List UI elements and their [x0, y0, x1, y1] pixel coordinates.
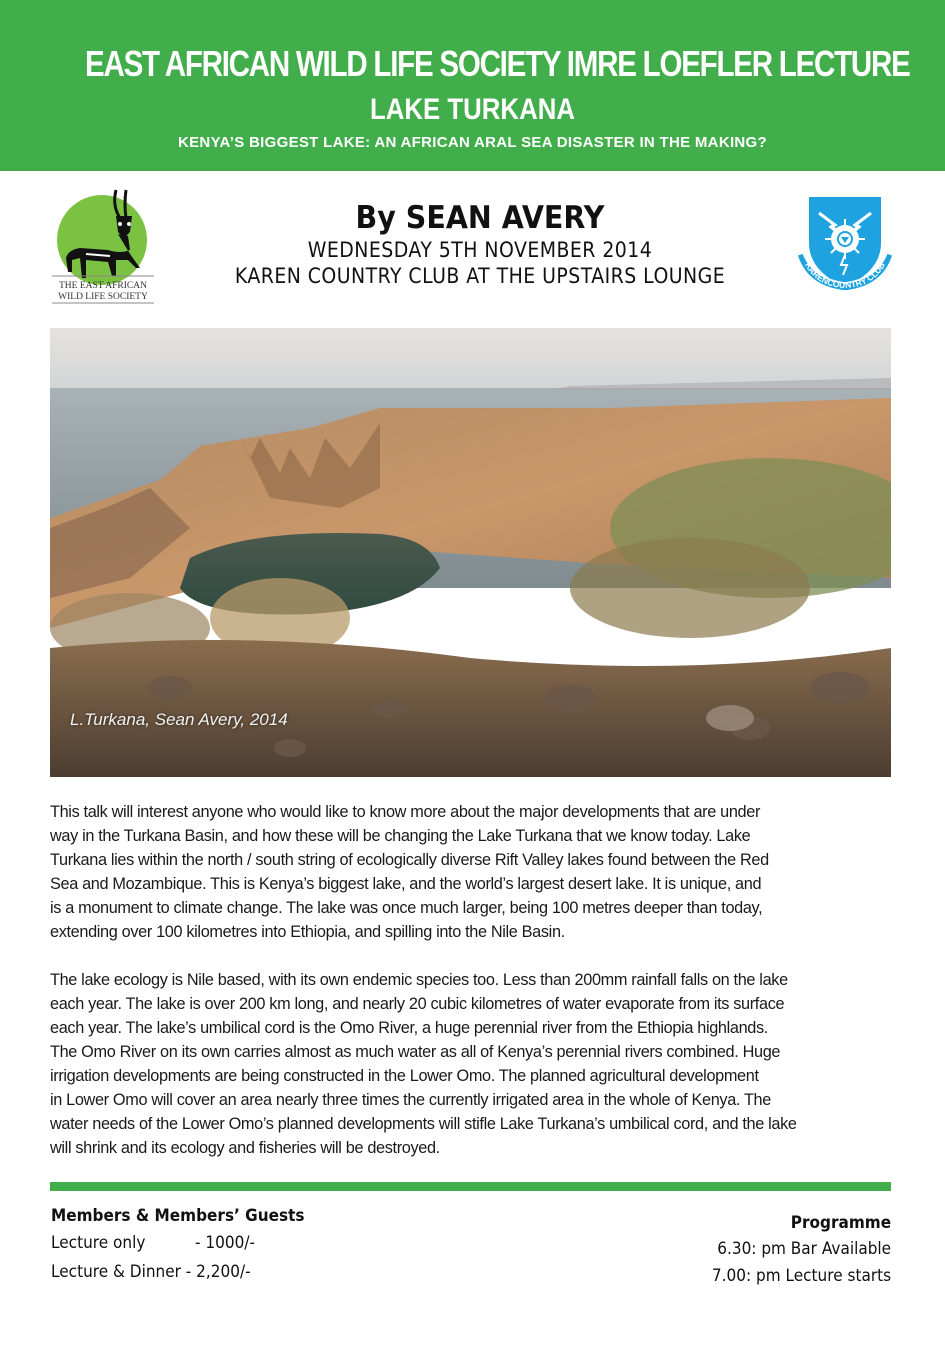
price-label: Lecture & Dinner: [51, 1262, 181, 1282]
programme-item: 7.00: pm Lecture starts: [711, 1266, 891, 1286]
karen-country-club-logo: [795, 195, 895, 295]
price-value: - 2,200/-: [185, 1262, 251, 1282]
svg-text:THE EAST AFRICAN: THE EAST AFRICAN: [59, 281, 147, 291]
speaker-name: By SEAN AVERY: [355, 200, 605, 236]
lecture-tagline: KENYA’S BIGGEST LAKE: AN AFRICAN ARAL SEA DISASTER IN THE MAKING?: [178, 134, 767, 151]
programme-item: 6.30: pm Bar Available: [717, 1239, 891, 1259]
price-label: Lecture only: [51, 1233, 146, 1253]
photo-caption: L.Turkana, Sean Avery, 2014: [70, 710, 288, 729]
intro-paragraph: [50, 800, 900, 944]
shield-crest-icon: [795, 195, 895, 295]
ecology-paragraph-text: The lake ecology is Nile based, with its own endemic species too. Less than 200mm rainfall falls on the lake each year. The lake is over 200 km long, and nearly 20 cubic kilometres of water evaporate from its surface each year. The lake’s umbilical cord is the Omo River, a huge perennial river from the Ethiopia highlands. The Omo River on its own carries almost as much water as all of Kenya’s perennial rivers combined. Huge irrigation developments are being constructed in the Lower Omo. The planned agricultural development in Lower Omo will cover an area nearly three times the currently irrigated area in the whole of Kenya. The water needs of the Lower Omo’s planned developments will stifle Lake Turkana’s umbilical cord, and the lake will shrink and its ecology and fisheries will be destroyed.: [50, 971, 797, 1157]
intro-paragraph-text: This talk will interest anyone who would like to know more about the major developments that are under way in the Turkana Basin, and how these will be changing the Lake Turkana that we know today. Lake Turkana lies within the north / south string of ecologically diverse Rift Valley lakes found between the Red Sea and Mozambique. This is Kenya’s biggest lake, and the world’s largest desert lake. It is unique, and is a monument to climate change. The lake was once much larger, being 100 metres deeper than today, extending over 100 kilometres into Ethiopia, and spilling into the Nile Basin.: [50, 803, 769, 941]
price-value: - 1000/-: [195, 1233, 256, 1253]
svg-text:KARENCOUNTRY CLUB: KARENCOUNTRY CLUB: [803, 260, 887, 291]
lecture-series-title: EAST AFRICAN WILD LIFE SOCIETY IMRE LOEFLER LECTURE: [85, 43, 910, 84]
price-row: [51, 1258, 305, 1287]
section-divider: [50, 1182, 891, 1191]
svg-text:WILD LIFE SOCIETY: WILD LIFE SOCIETY: [58, 292, 148, 302]
event-venue: KAREN COUNTRY CLUB AT THE UPSTAIRS LOUNGE: [234, 264, 726, 288]
pricing-heading: Members & Members’ Guests: [51, 1206, 305, 1226]
programme-heading: Programme: [790, 1213, 891, 1233]
lake-turkana-photo: [50, 328, 891, 777]
ecology-paragraph: [50, 968, 900, 1160]
header-banner: [0, 0, 945, 171]
programme-section: [692, 1210, 891, 1290]
pricing-section: [51, 1203, 333, 1287]
eawls-logo: [50, 188, 156, 308]
lecture-topic-title: LAKE TURKANA: [370, 93, 575, 126]
antelope-icon: [50, 188, 156, 308]
event-date: WEDNESDAY 5TH NOVEMBER 2014: [307, 238, 653, 262]
price-row: [51, 1229, 305, 1258]
